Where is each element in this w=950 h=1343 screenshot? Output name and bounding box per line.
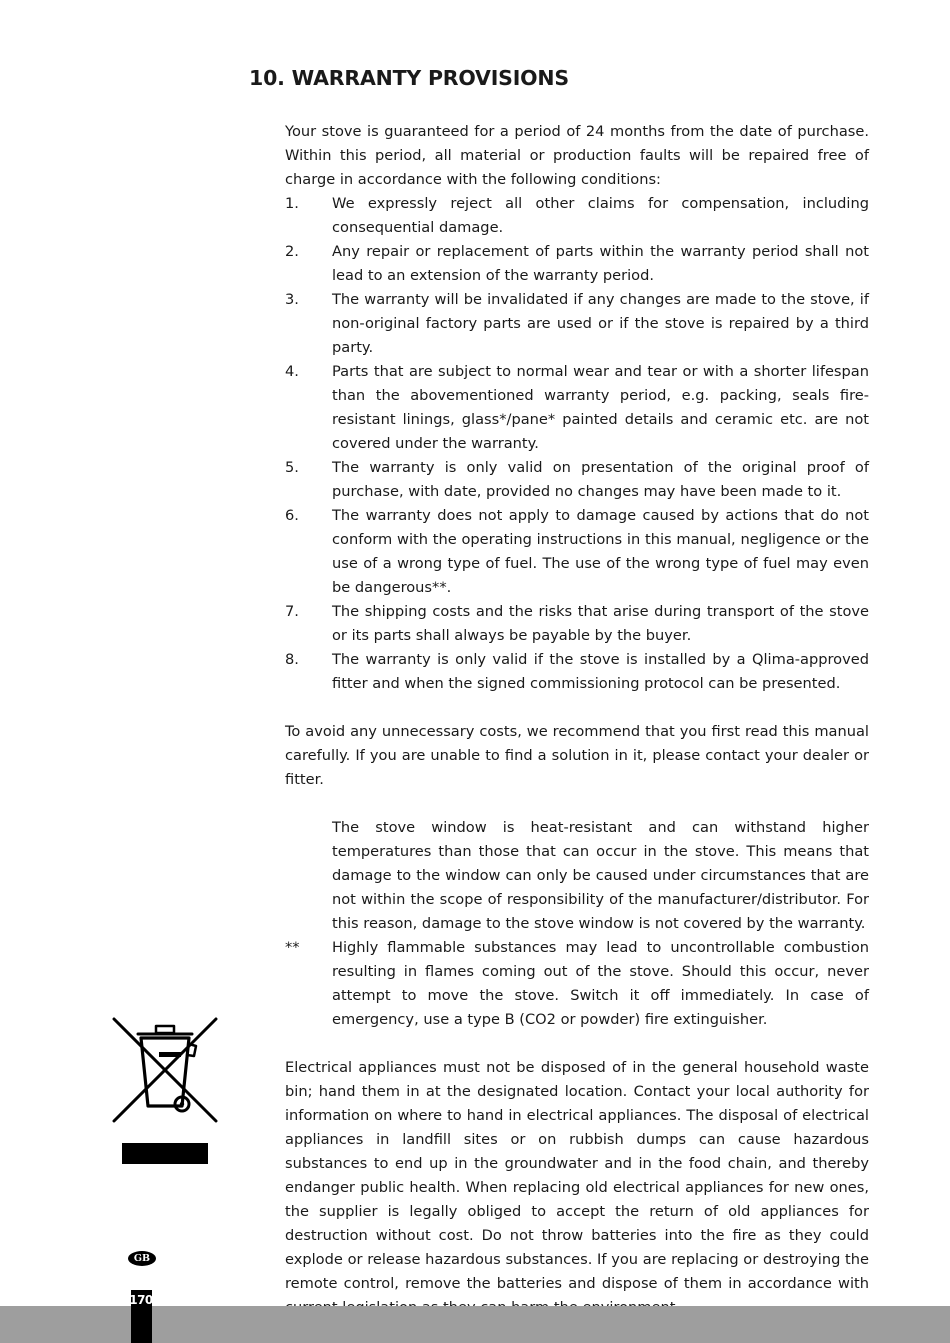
condition-text: The warranty will be invalidated if any changes are made to the stove, if non-original factory parts are used or if the stove is repaired by a third party. [332,291,869,356]
warranty-content [285,120,869,1320]
section-heading: 10. WARRANTY PROVISIONS [249,66,569,90]
condition-text: We expressly reject all other claims for compensation, including consequential damage. [332,195,869,236]
language-badge: GB [128,1251,156,1266]
condition-number: 5. [285,459,299,476]
conditions-list [285,192,869,696]
intro-paragraph: Your stove is guaranteed for a period of 24 months from the date of purchase. Within this period, all material or production faults will be repaired free of charge in accordance with the following conditions: [285,123,869,188]
condition-number: 7. [285,603,299,620]
disposal-paragraph: Electrical appliances must not be disposed of in the general household waste bin; hand them in at the designated location. Contact your local authority for information on where to hand in electrical appliances. The disposal of electrical appliances in landfill sites or on rubbish dumps can cause hazardous substances to end up in the groundwater and in the food chain, and thereby endanger public health. When replacing old electrical appliances for new ones, the supplier is legally obliged to accept the return of old appliances for destruction without cost. Do not throw batteries into the fire as they could explode or release hazardous substances. If you are replacing or destroying the remote control, remove the batteries and dispose of them in accordance with [285,1059,869,1292]
condition-item [285,360,869,456]
condition-item [285,240,869,288]
condition-item [285,504,869,600]
page-number: 170 [129,1293,153,1307]
advice-paragraph: To avoid any unnecessary costs, we recommend that you first read this manual carefully. If you are unable to find a solution in it, please contact your dealer or fitter. [285,723,869,788]
condition-number: 8. [285,651,299,668]
condition-item [285,600,869,648]
crossed-out-wheelie-bin-icon [112,1016,218,1124]
condition-text: The shipping costs and the risks that arise during transport of the stove or its parts shall always be payable by the buyer. [332,603,869,644]
condition-number: 3. [285,291,299,308]
window-footnote: The stove window is heat-resistant and can withstand higher temperatures than those that can occur in the stove. This means that damage to the window can only be caused under circumstances that are not within the scope of responsibility of the manufacturer/distributor. For this reason, damage to the stove window is not covered by the warranty. [332,819,869,932]
condition-number: 2. [285,243,299,260]
condition-text: The warranty does not apply to damage caused by actions that do not conform with the operating instructions in this manual, negligence or the use of a wrong type of fuel. The use of the wrong type of fuel may even be dangerous**. [332,507,869,596]
spacer [285,1032,869,1056]
condition-item [285,648,869,696]
condition-text: The warranty is only valid if the stove is installed by a Qlima-approved fitter and when the signed commissioning protocol can be presented. [332,651,869,692]
condition-item [285,456,869,504]
footnote-mark: ** [285,939,300,956]
condition-item [285,288,869,360]
condition-number: 1. [285,195,299,212]
condition-text: Any repair or replacement of parts within the warranty period shall not lead to an extension of the warranty period. [332,243,869,284]
condition-number: 6. [285,507,299,524]
condition-text: Parts that are subject to normal wear and tear or with a shorter lifespan than the abovementioned warranty period, e.g. packing, seals fire-resistant linings, glass*/pane* painted details and ceramic etc. are not covered under the warranty. [332,363,869,452]
spacer [285,696,869,720]
condition-text: The warranty is only valid on presentation of the original proof of purchase, with date, provided no changes may have been made to it. [332,459,869,500]
weee-marking-bar [122,1143,208,1164]
condition-number: 4. [285,363,299,380]
footnote-text: Highly flammable substances may lead to uncontrollable combustion resulting in flames coming out of the stove. Should this occur, never attempt to move the stove. Switch it off immediately. In case of emergency, use a type B (CO2 or powder) fire extinguisher. [332,939,869,1028]
condition-item [285,192,869,240]
spacer [285,792,869,816]
fuel-footnote [285,936,869,1032]
